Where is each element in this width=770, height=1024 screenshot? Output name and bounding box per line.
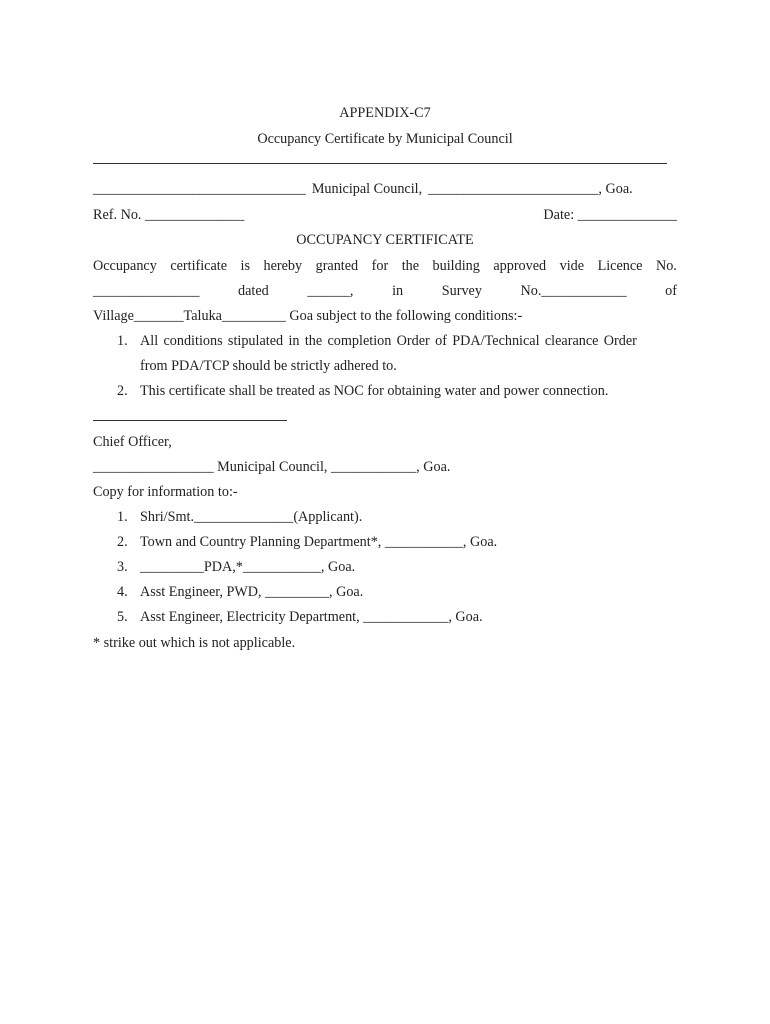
date-blank: ______, (307, 283, 354, 299)
body-word: vide (559, 258, 585, 274)
council-place-blank: ________________________ (428, 181, 599, 197)
body-line-3: Village_______Taluka_________ Goa subject to the following conditions:- (93, 308, 523, 324)
copy-item: Shri/Smt.______________(Applicant). (140, 509, 363, 525)
copy-number: 3. (117, 559, 128, 575)
copy-item: Town and Country Planning Department*, ___________, Goa. (140, 534, 498, 550)
body-word: hereby (263, 258, 303, 274)
body-word: approved (493, 258, 547, 274)
council-label: Municipal Council, (311, 181, 423, 197)
body-word: building (432, 258, 480, 274)
licence-number-blank: _______________ (93, 283, 200, 299)
body-word: No. (655, 258, 677, 274)
copy-item: Asst Engineer, PWD, _________, Goa. (140, 584, 364, 600)
condition-number: 1. (117, 333, 128, 349)
condition-2: This certificate shall be treated as NOC for obtaining water and power connection. (140, 383, 609, 399)
body-word: Occupancy (93, 258, 157, 274)
council-name-blank: ______________________________ (93, 181, 306, 197)
certificate-title: OCCUPANCY CERTIFICATE (296, 232, 474, 248)
signature-line (93, 420, 287, 421)
footnote: * strike out which is not applicable. (93, 635, 296, 651)
body-word: for (371, 258, 389, 274)
body-word: Licence (597, 258, 643, 274)
body-word: certificate (170, 258, 228, 274)
survey-number-blank: No.____________ (520, 283, 627, 299)
condition-number: 2. (117, 383, 128, 399)
copy-number: 5. (117, 609, 128, 625)
body-word: dated (238, 283, 269, 299)
copy-item: _________PDA,*___________, Goa. (140, 559, 356, 575)
copy-item: Asst Engineer, Electricity Department, ____________, Goa. (140, 609, 483, 625)
council-goa: , Goa. (598, 181, 633, 197)
date-field: Date: ______________ (543, 207, 677, 223)
condition-1-line-2: from PDA/TCP should be strictly adhered to. (140, 358, 397, 374)
body-word: the (401, 258, 420, 274)
body-line-1 (93, 258, 677, 275)
body-word: granted (315, 258, 359, 274)
document-subtitle: Occupancy Certificate by Municipal Council (257, 131, 513, 147)
body-word: is (240, 258, 250, 274)
body-word: in (392, 283, 404, 299)
chief-officer-label: Chief Officer, (93, 434, 172, 450)
copy-number: 2. (117, 534, 128, 550)
signature-council-line: _________________ Municipal Council, ____________, Goa. (93, 459, 451, 475)
body-line-2 (93, 283, 677, 300)
body-word: of (665, 283, 677, 299)
council-address-line (93, 181, 677, 198)
copy-heading: Copy for information to:- (93, 484, 238, 500)
ref-number: Ref. No. ______________ (93, 207, 245, 223)
copy-number: 4. (117, 584, 128, 600)
condition-1-line-1 (140, 333, 677, 350)
body-word: Survey (441, 283, 482, 299)
appendix-title: APPENDIX-C7 (339, 105, 431, 121)
copy-number: 1. (117, 509, 128, 525)
condition-text: All conditions stipulated in the completion Order of PDA/Technical clearance Order (140, 333, 637, 349)
header-divider (93, 163, 667, 164)
